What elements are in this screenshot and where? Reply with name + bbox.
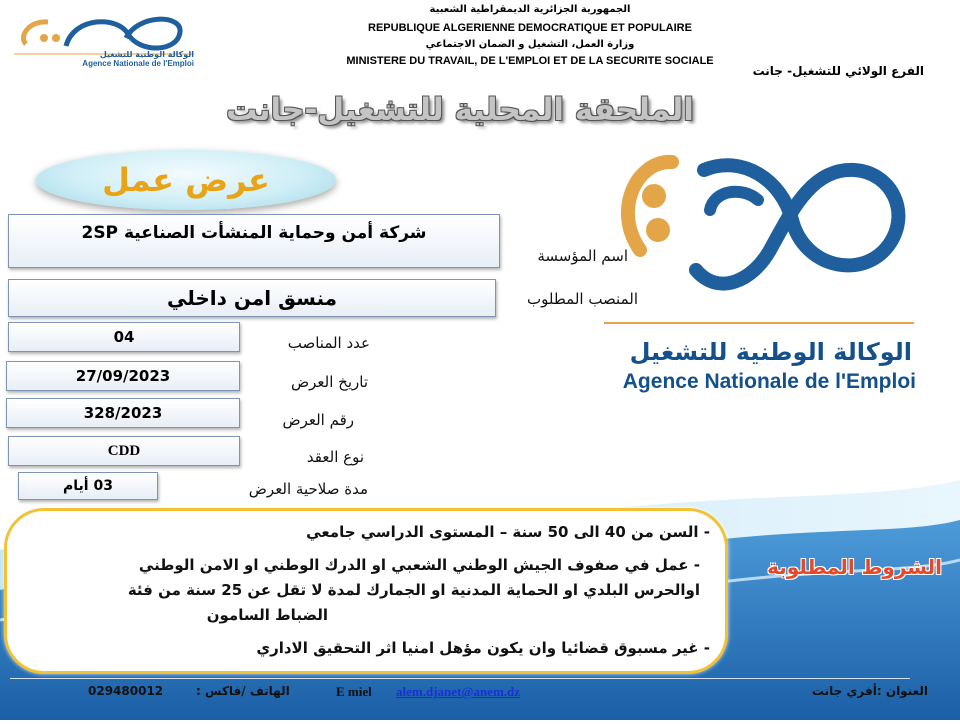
company-value: شركة أمن وحماية المنشأت الصناعية 2SP: [81, 223, 427, 243]
job-offer-badge: [36, 150, 336, 210]
offer-number-label: رقم العرض: [282, 411, 354, 429]
condition-item-5: - غير مسبوق قضائيا وان يكون مؤهل امنيا اثر التحقيق الاداري: [256, 639, 710, 657]
position-label: المنصب المطلوب: [527, 290, 638, 308]
condition-item-2: - عمل في صفوف الجيش الوطني الشعبي او الدرك الوطني او الامن الوطني: [138, 556, 700, 574]
offer-date-label: تاريخ العرض: [291, 373, 368, 391]
company-value-box: [8, 214, 500, 268]
republic-ar: الجمهورية الجزائرية الديمقراطية الشعبية: [429, 4, 631, 15]
agency-name-ar: الوكالة الوطنية للتشغيل: [629, 338, 912, 366]
validity-label: مدة صلاحية العرض: [248, 480, 368, 498]
contract-type-box: [8, 436, 240, 466]
contract-type-label: نوع العقد: [306, 448, 364, 466]
position-value: منسق امن داخلي: [166, 286, 338, 310]
agency-logo: [592, 150, 922, 320]
company-label: اسم المؤسسة: [537, 247, 628, 265]
offer-number-box: [6, 398, 240, 428]
footer-email-label: E miel: [336, 684, 372, 699]
job-offer-badge-text: عرض عمل: [102, 161, 270, 199]
condition-item-3: اوالحرس البلدي او الحماية المدنية او الجمارك لمدة لا تقل عن 25 سنة من فئة: [127, 581, 700, 599]
offer-number-value: 328/2023: [83, 404, 163, 422]
ministry-ar: وزارة العمل، التشغيل و الضمان الاجتماعي: [425, 39, 635, 50]
footer-email-link[interactable]: alem.djanet@anem.dz: [396, 684, 521, 699]
conditions-title: الشروط المطلوبة: [767, 555, 942, 579]
positions-count-box: [8, 322, 240, 352]
branch-name: الفرع الولائي للتشغيل- جانت: [752, 64, 924, 78]
footer-address: العنوان :أفري جانت: [811, 684, 928, 698]
validity-value: 03 أيام: [63, 478, 113, 494]
position-value-box: [8, 279, 496, 317]
republic-fr: REPUBLIQUE ALGERIENNE DEMOCRATIQUE ET POPULAIRE: [368, 22, 692, 34]
footer-phone-label: الهاتف /فاكس :: [196, 684, 290, 698]
footer-divider: [10, 678, 910, 679]
anem-logo-icon: [592, 150, 922, 320]
positions-count-label: عدد المناصب: [287, 334, 370, 352]
page-title: الملحقة المحلية للتشغيل-جانت: [226, 92, 694, 128]
condition-item-1: - السن من 40 الى 50 سنة – المستوى الدراسي جامعي: [306, 523, 710, 541]
positions-count-value: 04: [113, 328, 135, 346]
footer-phone: 029480012: [88, 684, 164, 698]
offer-date-box: [6, 361, 240, 391]
contract-type-value: CDD: [107, 442, 141, 459]
agency-logo-small: [8, 8, 198, 68]
agency-small-name-fr: Agence Nationale de l'Emploi: [82, 59, 194, 68]
agency-small-name-ar: الوكالة الوطنية للتشغيل: [99, 50, 194, 59]
agency-name-fr: Agence Nationale de l'Emploi: [622, 370, 916, 393]
logo-separator: [604, 322, 914, 324]
ministry-fr: MINISTERE DU TRAVAIL, DE L'EMPLOI ET DE LA SECURITE SOCIALE: [346, 55, 714, 67]
condition-item-4: الضباط السامون: [206, 606, 328, 624]
offer-date-value: 27/09/2023: [75, 367, 171, 385]
